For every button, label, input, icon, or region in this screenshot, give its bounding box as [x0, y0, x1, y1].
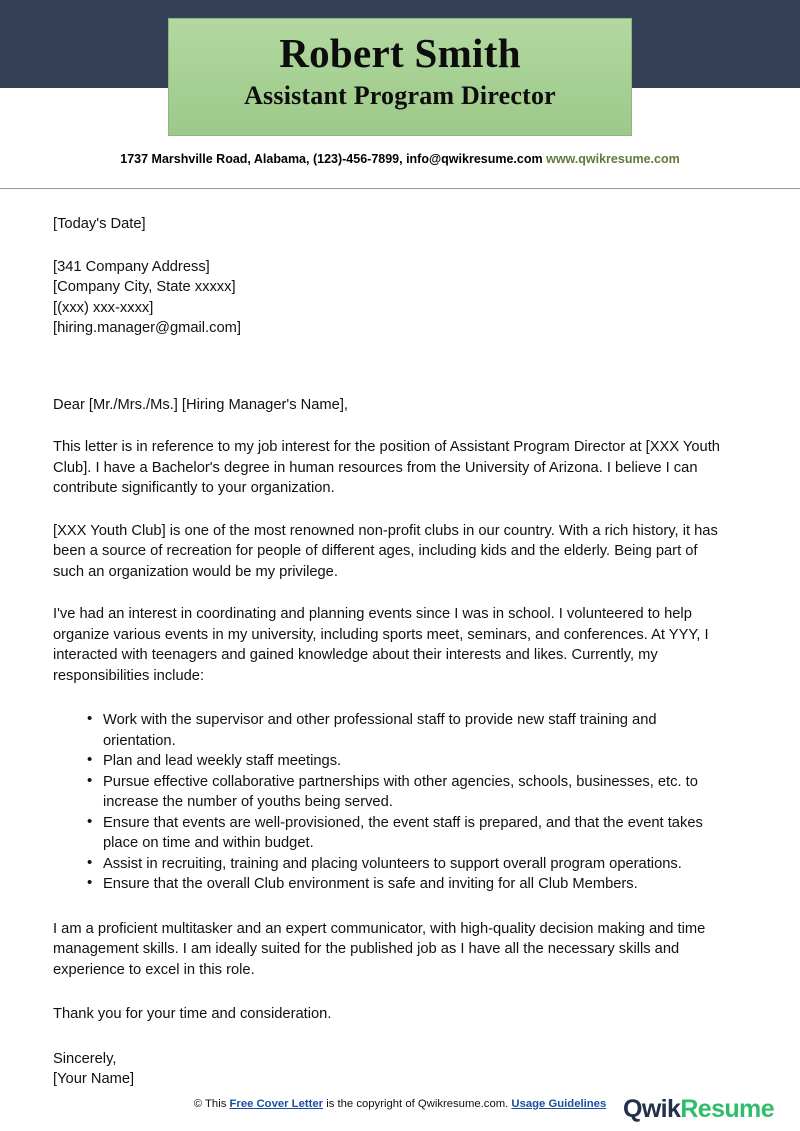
document-header [0, 0, 800, 190]
list-item: • Work with the supervisor and other professional staff to provide new staff training and orientation. [53, 710, 731, 751]
salutation: Dear [Mr./Mrs./Ms.] [Hiring Manager's Name], [53, 396, 348, 413]
free-cover-letter-link[interactable]: Free Cover Letter [229, 1098, 324, 1110]
name-title-box [168, 18, 632, 136]
paragraph-1: This letter is in reference to my job interest for the position of Assistant Program Director at [XXX Youth Club]. I have a Bachelor's degree in human resources from the University of Arizona. I believe I can contribute significantly to your organization. [53, 439, 720, 496]
job-title: Assistant Program Director [244, 81, 556, 110]
list-item: • Assist in recruiting, training and placing volunteers to support overall program operations. [53, 854, 731, 875]
list-item: • Plan and lead weekly staff meetings. [53, 751, 731, 772]
letter-date: [Today's Date] [53, 216, 146, 232]
letter-body [53, 214, 731, 1090]
list-item: • Pursue effective collaborative partnerships with other agencies, schools, businesses, etc. to increase the number of youths being served. [53, 772, 731, 813]
thank-you-line: Thank you for your time and consideration. [53, 1006, 332, 1022]
copyright-middle: is the copyright of Qwikresume.com. [323, 1098, 512, 1110]
address-line: [hiring.manager@gmail.com] [53, 320, 241, 336]
recipient-address [53, 257, 731, 339]
contact-website[interactable]: www.qwikresume.com [546, 152, 680, 166]
signature-name: [Your Name] [53, 1071, 135, 1087]
logo-resume-text: Resume [680, 1095, 774, 1123]
list-item: • Ensure that the overall Club environment is safe and inviting for all Club Members. [53, 874, 731, 895]
paragraph-2: [XXX Youth Club] is one of the most renowned non-profit clubs in our country. With a rich history, it has been a source of recreation for people of different ages, including kids and the elderly. Being part of such an organization would be my privilege. [53, 522, 718, 580]
logo-qwik-text: Qwik [622, 1095, 681, 1123]
sign-off-label: Sincerely, [53, 1050, 117, 1067]
address-line: [(xxx) xxx-xxxx] [53, 299, 154, 316]
contact-line [0, 152, 800, 166]
paragraph-3: I've had an interest in coordinating and planning events since I was in school. I volunteered to help organize various events in my university, including sports meet, seminars, and conferences. At YYY, I interacted with teenagers and gained knowledge about their interests and likes. Currently, my responsibilities include: [53, 606, 709, 684]
address-line: [Company City, State xxxxx] [53, 279, 236, 295]
list-item: • Ensure that events are well-provisioned, the event staff is prepared, and that the event takes place on time and within budget. [53, 813, 731, 854]
sign-off [53, 1049, 731, 1090]
document-footer [0, 1090, 800, 1131]
address-line: [341 Company Address] [53, 258, 210, 275]
copyright-prefix: © This [193, 1098, 230, 1110]
contact-details: 1737 Marshville Road, Alabama, (123)-456-7899, info@qwikresume.com [120, 152, 543, 166]
responsibilities-list [53, 710, 731, 895]
page-title: Robert Smith [279, 30, 521, 76]
paragraph-4: I am a proficient multitasker and an expert communicator, with high-quality decision making and time management skills. I am ideally suited for the published job as I have all the necessary skills and experience to excel in this role. [53, 920, 706, 978]
qwikresume-logo[interactable] [623, 1095, 774, 1124]
usage-guidelines-link[interactable]: Usage Guidelines [511, 1098, 607, 1110]
header-divider [0, 188, 800, 189]
